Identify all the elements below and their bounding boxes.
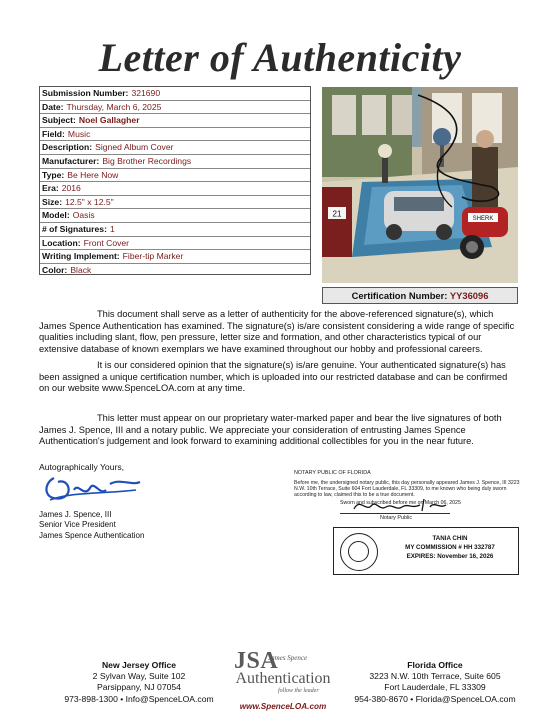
- detail-row: Size: 12.5" x 12.5": [40, 196, 310, 210]
- detail-row: Manufacturer: Big Brother Recordings: [40, 155, 310, 169]
- detail-row: Field: Music: [40, 128, 310, 142]
- signer-title: Senior Vice President: [39, 520, 116, 530]
- detail-row: Description: Signed Album Cover: [40, 141, 310, 155]
- spence-signature: [40, 468, 150, 508]
- detail-row: Model: Oasis: [40, 209, 310, 223]
- signer-name: James J. Spence, III: [39, 510, 112, 519]
- fl-office: Florida Office 3223 N.W. 10th Terrace, Suite 605 Fort Lauderdale, FL 33309 954-380-8670 • Florida@SpenceLOA.com: [354, 660, 516, 704]
- detail-row: Color: Black: [42, 264, 92, 275]
- paragraph-1: This document shall serve as a letter of authenticity for the above-referenced signature(s), which James Spence Authentication has examined. The signature(s) is/are consistent considering a wide range of specific qualities including slant, flow, pen pressure, letter size and formation, and other characteristics typical of our extensive database of known exemplars we have examined throughout our hobby and professional careers.: [39, 309, 515, 355]
- stamp-expires: EXPIRES: November 16, 2026: [406, 553, 494, 560]
- paragraph-3: This letter must appear on our proprietary water-marked paper and bear the live signatures of both James J. Spence, III and a notary public. We appreciate your consideration of entrusting James Spence Authentication's judgement and look forward to examining additional collectibles for you in the near future.: [39, 413, 502, 447]
- signer-block: [39, 510, 144, 541]
- notary-text: Before me, the undersigned notary public, this day personally appeared James J. Spence, III 3223 N.W. 10th Terrace, Suite 604 Fort Lauderdale, FL 33309, to me known who being duly sworn according to law, claimed this to be a true document. Sworn and subscribed before me on March 06, 2025: [294, 480, 520, 506]
- paragraph-2: It is our considered opinion that the signature(s) is/are genuine. Your authenticated signature(s) has been assigned a unique certification number, which is uploaded into our restricted database and can be confirmed on our website www.SpenceLOA.com at any time.: [39, 360, 508, 394]
- closing-text: Autographically Yours,: [39, 462, 125, 472]
- notary-signature: [350, 495, 450, 515]
- nj-office: New Jersey Office 2 Sylvan Way, Suite 102 Parsippany, NJ 07054 973-898-1300 • Info@SpenceLOA.com: [64, 660, 214, 704]
- plate-text: SHERK: [472, 216, 494, 222]
- detail-row: Location: Front Cover: [40, 237, 310, 251]
- details-table: [39, 86, 311, 275]
- jsa-logo: JSA James Spence Authentication follow the leader www.SpenceLOA.com: [228, 648, 338, 714]
- plate-number: 21: [332, 209, 342, 219]
- signer-company: James Spence Authentication: [39, 530, 145, 540]
- stamp-name: TANIA CHIN: [432, 535, 468, 542]
- album-cover-image: [322, 87, 518, 283]
- detail-row: Type: Be Here Now: [40, 169, 310, 183]
- page-title: Letter of Authenticity: [98, 35, 462, 80]
- detail-row: # of Signatures: 1: [40, 223, 310, 237]
- detail-row: Era: 2016: [40, 182, 310, 196]
- stamp-commission: MY COMMISSION # HH 332787: [405, 544, 495, 551]
- website-link[interactable]: www.SpenceLOA.com: [239, 702, 327, 711]
- notary-signature-line: [340, 513, 450, 514]
- notary-label: Notary Public: [380, 515, 413, 521]
- notary-seal-icon: [340, 533, 378, 571]
- notary-heading: NOTARY PUBLIC OF FLORIDA: [294, 470, 371, 476]
- detail-row: Submission Number: 321690: [40, 87, 310, 101]
- album-cover-photo: [322, 87, 518, 283]
- detail-row: Writing Implement: Fiber-tip Marker: [40, 250, 310, 264]
- detail-row: Subject: Noel Gallagher: [40, 114, 310, 128]
- certification-number: Certification Number: YY36096: [322, 287, 518, 304]
- detail-row: Date: Thursday, March 6, 2025: [40, 101, 310, 115]
- notary-stamp: [333, 527, 519, 575]
